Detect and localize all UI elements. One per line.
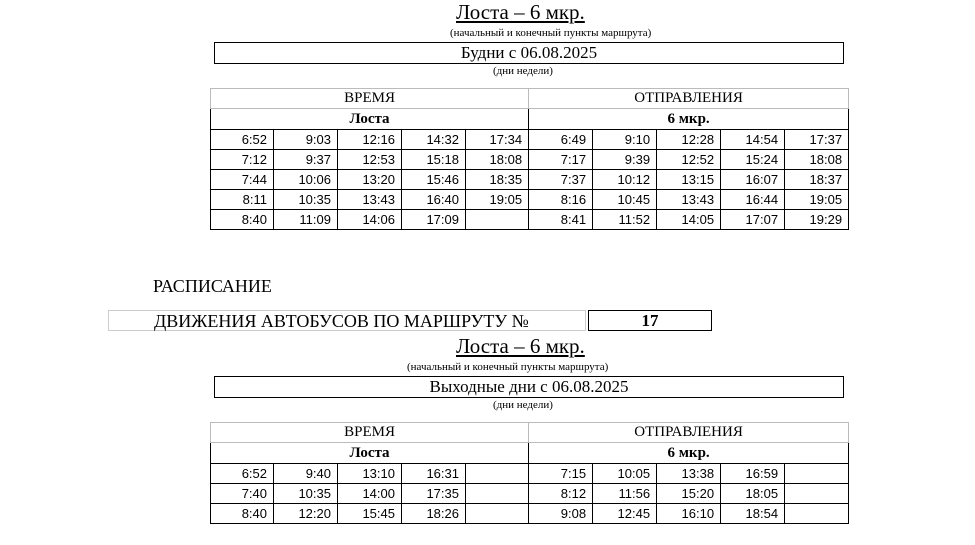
time-cell: 12:52 xyxy=(657,150,721,170)
time-cell: 18:37 xyxy=(785,170,849,190)
time-cell: 10:35 xyxy=(274,484,338,504)
route-number: 17 xyxy=(588,310,712,331)
route-number-row xyxy=(108,310,712,331)
time-cell: 19:05 xyxy=(466,190,529,210)
time-cell xyxy=(466,210,529,230)
time-cell: 16:10 xyxy=(657,504,721,524)
weekday-col-time: ВРЕМЯ xyxy=(211,89,529,109)
time-cell: 10:12 xyxy=(593,170,657,190)
time-cell: 18:08 xyxy=(785,150,849,170)
time-cell: 16:31 xyxy=(402,464,466,484)
time-cell: 14:54 xyxy=(721,130,785,150)
table-row xyxy=(211,210,849,230)
time-cell: 14:32 xyxy=(402,130,466,150)
time-cell: 19:29 xyxy=(785,210,849,230)
schedule-heading: РАСПИСАНИЕ xyxy=(153,276,272,296)
table-row xyxy=(211,464,849,484)
table-row xyxy=(211,504,849,524)
time-cell: 9:39 xyxy=(593,150,657,170)
table-row xyxy=(211,130,849,150)
time-cell: 16:44 xyxy=(721,190,785,210)
weekend-route-title: Лоста – 6 мкр. xyxy=(456,334,585,358)
table-row xyxy=(211,150,849,170)
weekday-stop-b: 6 мкр. xyxy=(529,109,849,130)
time-cell: 15:18 xyxy=(402,150,466,170)
weekend-stop-b: 6 мкр. xyxy=(529,443,849,464)
time-cell: 10:35 xyxy=(274,190,338,210)
weekend-stop-a: Лоста xyxy=(211,443,529,464)
time-cell: 19:05 xyxy=(785,190,849,210)
time-cell: 8:40 xyxy=(211,210,274,230)
time-cell: 18:08 xyxy=(466,150,529,170)
time-cell: 7:17 xyxy=(529,150,593,170)
time-cell: 15:24 xyxy=(721,150,785,170)
time-cell: 9:37 xyxy=(274,150,338,170)
weekday-schedule-table xyxy=(210,88,849,230)
time-cell xyxy=(785,484,849,504)
time-cell: 6:49 xyxy=(529,130,593,150)
table-row xyxy=(211,170,849,190)
time-cell: 7:15 xyxy=(529,464,593,484)
weekday-col-departures: ОТПРАВЛЕНИЯ xyxy=(529,89,849,109)
route-label: ДВИЖЕНИЯ АВТОБУСОВ ПО МАРШРУТУ № xyxy=(108,310,586,331)
weekday-route-caption: (начальный и конечный пункты маршрута) xyxy=(450,27,652,39)
time-cell: 14:06 xyxy=(338,210,402,230)
time-cell: 13:43 xyxy=(657,190,721,210)
time-cell: 16:59 xyxy=(721,464,785,484)
weekend-schedule-table xyxy=(210,422,849,524)
time-cell: 15:45 xyxy=(338,504,402,524)
time-cell: 6:52 xyxy=(211,130,274,150)
time-cell: 14:00 xyxy=(338,484,402,504)
weekend-period-caption: (дни недели) xyxy=(493,399,553,411)
weekend-col-departures: ОТПРАВЛЕНИЯ xyxy=(529,423,849,443)
time-cell: 13:20 xyxy=(338,170,402,190)
time-cell: 17:34 xyxy=(466,130,529,150)
time-cell xyxy=(466,464,529,484)
time-cell: 11:09 xyxy=(274,210,338,230)
time-cell: 12:45 xyxy=(593,504,657,524)
time-cell: 9:40 xyxy=(274,464,338,484)
time-cell: 18:54 xyxy=(721,504,785,524)
time-cell: 12:28 xyxy=(657,130,721,150)
time-cell: 10:05 xyxy=(593,464,657,484)
table-row xyxy=(211,484,849,504)
weekday-period-caption: (дни недели) xyxy=(493,65,553,77)
time-cell: 7:40 xyxy=(211,484,274,504)
table-row xyxy=(211,190,849,210)
time-cell: 13:15 xyxy=(657,170,721,190)
weekend-col-time: ВРЕМЯ xyxy=(211,423,529,443)
time-cell xyxy=(785,504,849,524)
time-cell: 13:43 xyxy=(338,190,402,210)
weekday-period: Будни с 06.08.2025 xyxy=(214,42,844,64)
time-cell: 8:11 xyxy=(211,190,274,210)
time-cell: 15:46 xyxy=(402,170,466,190)
time-cell: 8:12 xyxy=(529,484,593,504)
time-cell: 18:26 xyxy=(402,504,466,524)
weekend-period: Выходные дни с 06.08.2025 xyxy=(214,376,844,398)
weekday-route-title: Лоста – 6 мкр. xyxy=(456,0,585,24)
time-cell: 9:03 xyxy=(274,130,338,150)
weekday-stop-a: Лоста xyxy=(211,109,529,130)
time-cell: 6:52 xyxy=(211,464,274,484)
time-cell: 17:37 xyxy=(785,130,849,150)
time-cell: 7:12 xyxy=(211,150,274,170)
time-cell xyxy=(466,484,529,504)
time-cell: 14:05 xyxy=(657,210,721,230)
time-cell: 8:40 xyxy=(211,504,274,524)
time-cell: 17:09 xyxy=(402,210,466,230)
time-cell: 11:52 xyxy=(593,210,657,230)
time-cell: 16:07 xyxy=(721,170,785,190)
time-cell: 18:35 xyxy=(466,170,529,190)
time-cell: 17:07 xyxy=(721,210,785,230)
time-cell: 7:44 xyxy=(211,170,274,190)
time-cell: 13:38 xyxy=(657,464,721,484)
time-cell: 17:35 xyxy=(402,484,466,504)
time-cell: 15:20 xyxy=(657,484,721,504)
time-cell: 12:53 xyxy=(338,150,402,170)
time-cell: 13:10 xyxy=(338,464,402,484)
weekend-route-caption: (начальный и конечный пункты маршрута) xyxy=(407,361,609,373)
time-cell: 8:16 xyxy=(529,190,593,210)
time-cell: 8:41 xyxy=(529,210,593,230)
time-cell: 9:08 xyxy=(529,504,593,524)
time-cell: 12:16 xyxy=(338,130,402,150)
time-cell: 9:10 xyxy=(593,130,657,150)
time-cell: 16:40 xyxy=(402,190,466,210)
time-cell: 10:06 xyxy=(274,170,338,190)
time-cell xyxy=(466,504,529,524)
time-cell: 10:45 xyxy=(593,190,657,210)
time-cell: 11:56 xyxy=(593,484,657,504)
time-cell: 7:37 xyxy=(529,170,593,190)
time-cell xyxy=(785,464,849,484)
time-cell: 12:20 xyxy=(274,504,338,524)
time-cell: 18:05 xyxy=(721,484,785,504)
